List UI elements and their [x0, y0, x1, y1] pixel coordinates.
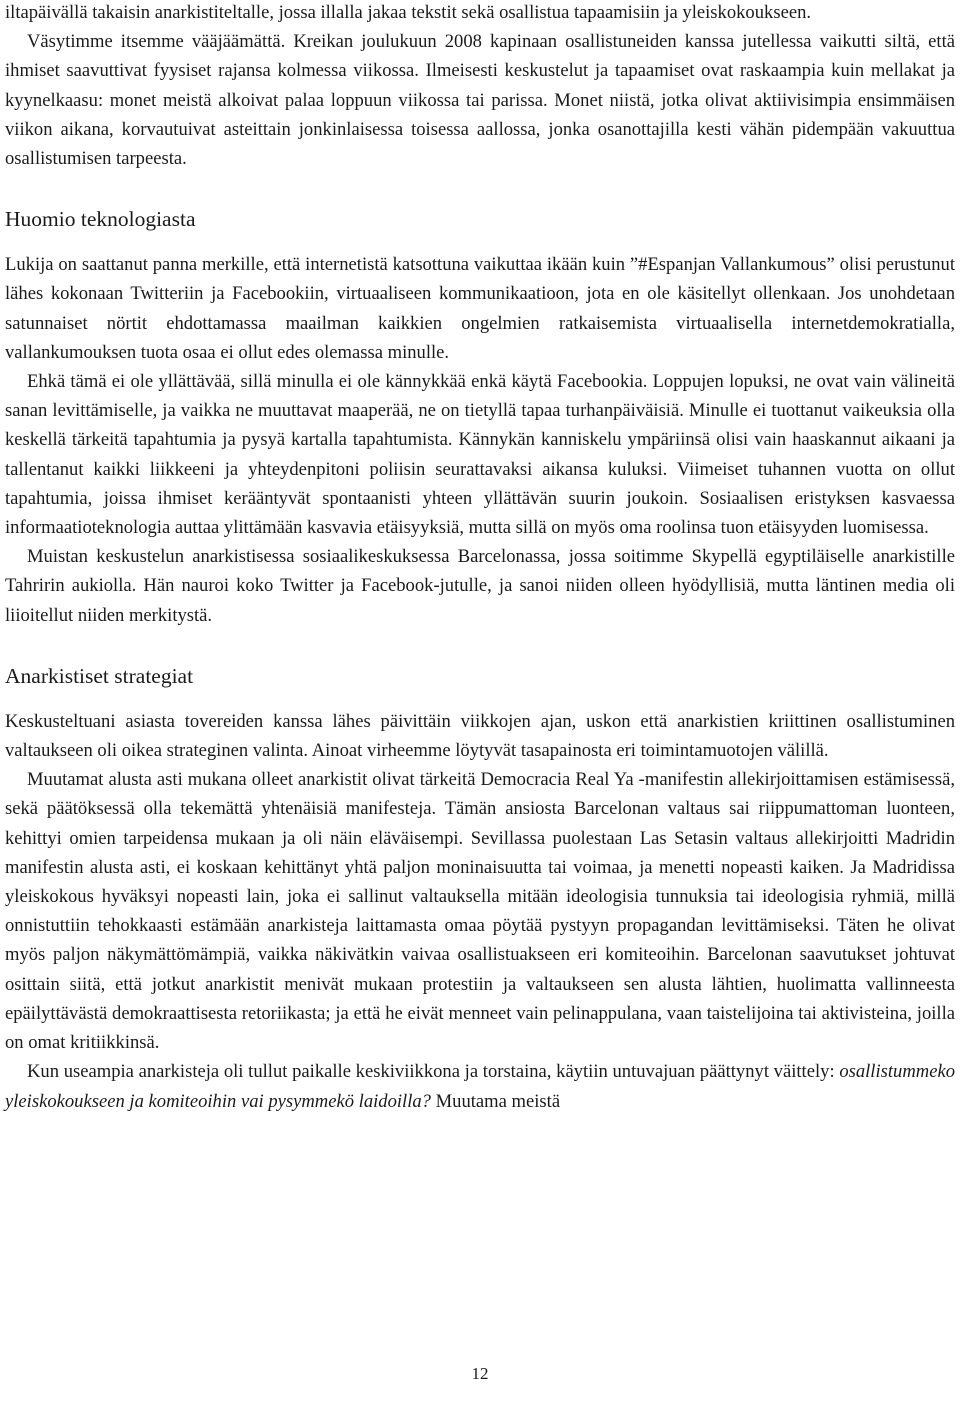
section-heading-technology: Huomio teknologiasta [5, 207, 196, 232]
paragraph-technology-2: Ehkä tämä ei ole yllättävää, sillä minulla ei ole kännykkää enkä käytä Facebookia. Loppujen lopuksi, ne ovat vain välineitä sanan levittämiselle, ja vaikka ne muuttavat maaperää, ne on tietyllä tapaa turhanpäiväisiä. Minulle ei tuottanut vaikeuksia olla keskellä tärkeitä tapahtumia ja pysyä kartalla tapahtumista. Kännykän kanniskelu ympäriinsä olisi vain haaskannut aikaani ja tallentanut kaikki liikkeeni ja yhteydenpitoni poliisin seurattavaksi aikansa kuluksi. Viimeiset tuhannen vuotta on ollut tapahtumia, joissa ihmiset kerääntyvät spontaanisti yhteen yllättävän suurin joukoin. Sosiaalisen eristyksen kasvaessa informaatioteknologia auttaa ylittämään kasvavia etäisyyksiä, mutta sillä on myös oma roolinsa tuon etäisyyden luomisessa. [5, 371, 955, 539]
paragraph-technology-1: Lukija on saattanut panna merkille, että internetistä katsottuna vaikuttaa ikään kuin ”#Espanjan Vallankumous” olisi perustunut lähes kokonaan Twitteriin ja Facebookiin, virtuaaliseen kommunikaatioon, jota en ole käsitellyt ollenkaan. Jos unohdetaan satunnaiset nörtit ehdottamassa maailman kaikkien ongelmien ratkaisemista virtuaalisella internetdemokratialla, vallankumouksen tuota osaa ei ollut edes olemassa minulle. [5, 254, 955, 363]
paragraph-strategies-3 [5, 1057, 955, 1115]
paragraph-technology-3: Muistan keskustelun anarkistisessa sosiaalikeskuksessa Barcelonassa, jossa soitimme Skypellä egyptiläiselle anarkistille Tahririn aukiolla. Hän nauroi koko Twitter ja Facebook-jutulle, ja sanoi niiden olleen hyödyllisiä, mutta läntinen media oli liioitellut niiden merkitystä. [5, 546, 955, 626]
paragraph-exhaustion: Väsytimme itsemme vääjäämättä. Kreikan joulukuun 2008 kapinaan osallistuneiden kanssa jutellessa vaikutti siltä, että ihmiset saavuttivat fyysiset rajansa kolmessa viikossa. Ilmeisesti keskustelut ja tapaamiset ovat raskaampia kuin mellakat ja kyynelkaasu: monet meistä alkoivat palaa loppuun viikossa tai parissa. Monet niistä, jotka olivat aktiivisimpia ensimmäisen viikon aikana, korvautuivat asteittain jonkinlaisessa toisessa aallossa, jonka osanottajilla kesti vähän pidempään vakuuttua osallistumisen tarpeesta. [5, 31, 955, 170]
document-page [5, 0, 955, 1116]
paragraph-strategies-3-tail: Muutama meistä [430, 1090, 561, 1112]
page-number: 12 [471, 1364, 489, 1383]
section-heading-strategies: Anarkistiset strategiat [5, 663, 194, 688]
paragraph-strategies-2: Muutamat alusta asti mukana olleet anarkistit olivat tärkeitä Democracia Real Ya -manifestin allekirjoittamisen estämisessä, sekä päätöksessä olla tekemättä yhtenäisiä manifesteja. Tämän ansiosta Barcelonan valtaus sai riippumattoman luonteen, kehittyi omien tarpeidensa mukaan ja oli näin eläväisempi. Sevillassa puolestaan Las Setasin valtaus allekirjoitti Madridin manifestin alusta asti, ei koskaan kehittänyt yhtä paljon moninaisuutta tai voimaa, ja menetti nopeasti kaiken. Ja Madridissa yleiskokous hyväksyi nopeasti lain, joka ei sallinut valtauksella mitään ideologisia tunnuksia tai ideologisia ryhmiä, millä onnistuttiin tehokkaasti estämään anarkisteja laittamasta omaa pöytää pystyyn propagandan levittämiseksi. Täten he olivat myös paljon näkymättömämpiä, vaikka näkivätkin vaivaa osallistuakseen eri komiteoihin. Barcelonan saavutukset johtuvat osittain siitä, että jotkut anarkistit menivät mukaan protestiin ja valtaukseen sen alusta lähtien, huolimatta vallinneesta epäilyttävästä demokraattisesta retoriikasta; ja että he eivät menneet vain pelinappulana, vaan taistelijoina tai aktivisteina, joilla on omat kritiikkinsä. [5, 769, 955, 1054]
paragraph-strategies-1: Keskusteltuani asiasta tovereiden kanssa lähes päivittäin viikkojen ajan, uskon että anarkistien kriittinen osallistuminen valtaukseen oli oikea strateginen valinta. Ainoat virheemme löytyvät tasapainosta eri toimintamuotojen välillä. [5, 710, 955, 762]
paragraph-strategies-3-lead: Kun useampia anarkisteja oli tullut paikalle keskiviikkona ja torstaina, käytiin untuvajuan päättynyt väittely: [27, 1061, 840, 1083]
paragraph-strategies-3-quote: osallistummeko yleiskokoukseen ja komiteoihin vai pysymmekö laidoilla? [5, 1061, 955, 1112]
paragraph-intro-continued: iltapäivällä takaisin anarkistiteltalle, jossa illalla jakaa tekstit sekä osallistua tapaamisiin ja yleiskokoukseen. [5, 2, 812, 23]
